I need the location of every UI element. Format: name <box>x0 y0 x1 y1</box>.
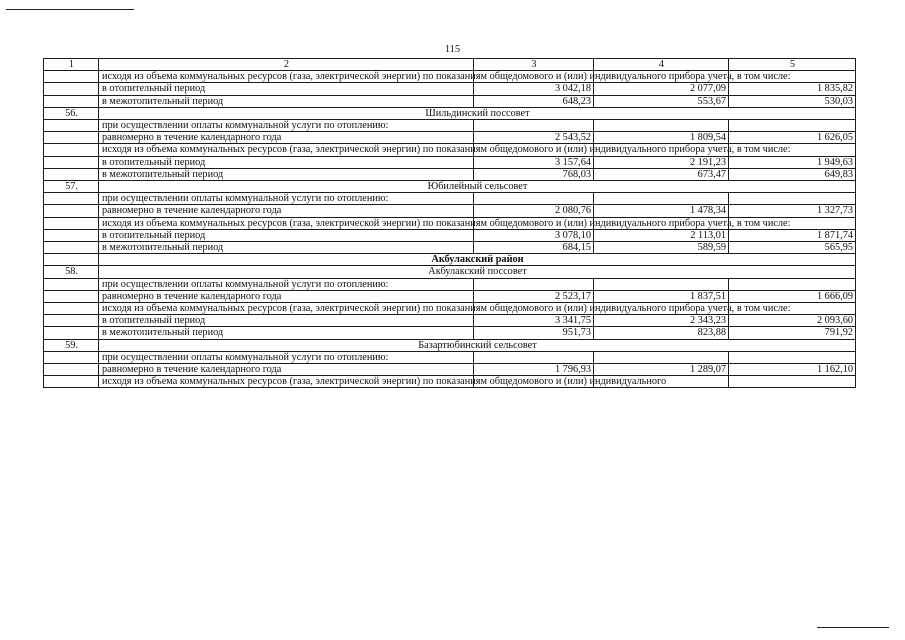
row-number-cell <box>44 351 99 363</box>
row-number-cell <box>44 315 99 327</box>
value-cell-col5: 1 835,82 <box>729 83 856 95</box>
description-cell: в межотопительный период <box>99 242 474 254</box>
value-cell-col3 <box>474 120 594 132</box>
description-cell: в межотопительный период <box>99 327 474 339</box>
table-row <box>44 364 856 376</box>
table-row <box>44 205 856 217</box>
municipality-name-cell: Акбулакский поссовет <box>99 266 856 278</box>
row-number-cell <box>44 205 99 217</box>
row-number-cell <box>44 376 99 388</box>
column-header-row <box>44 59 856 71</box>
description-cell: равномерно в течение календарного года <box>99 132 474 144</box>
value-cell-col4 <box>594 351 729 363</box>
row-number-cell <box>44 303 99 315</box>
row-number-cell <box>44 290 99 302</box>
value-cell-col3 <box>474 351 594 363</box>
value-cell-col3: 2 523,17 <box>474 290 594 302</box>
table-row <box>44 107 856 119</box>
tariff-table <box>43 58 856 388</box>
value-cell-col4: 553,67 <box>594 95 729 107</box>
value-cell-col5: 649,83 <box>729 168 856 180</box>
value-cell-col4 <box>594 120 729 132</box>
table-row <box>44 254 856 266</box>
value-cell-col3: 648,23 <box>474 95 594 107</box>
value-cell-col3: 2 543,52 <box>474 132 594 144</box>
table-row <box>44 315 856 327</box>
description-cell: при осуществлении оплаты коммунальной услуги по отоплению: <box>99 351 474 363</box>
description-cell: в отопительный период <box>99 83 474 95</box>
value-cell-col5: 1 327,73 <box>729 205 856 217</box>
table-row <box>44 120 856 132</box>
district-name-cell: Акбулакский район <box>99 254 856 266</box>
row-number-cell <box>44 71 99 83</box>
row-number-cell <box>44 278 99 290</box>
value-cell-col4: 1 478,34 <box>594 205 729 217</box>
row-number-cell <box>44 132 99 144</box>
value-cell-col3: 3 157,64 <box>474 156 594 168</box>
description-cell: исходя из объема коммунальных ресурсов (газа, электрической энергии) по показаниям общедомового и (или) индивидуального прибора учета, в том числе: <box>99 217 474 229</box>
table-row <box>44 376 856 388</box>
value-cell-col3 <box>474 278 594 290</box>
value-cell-col3: 3 042,18 <box>474 83 594 95</box>
description-cell: при осуществлении оплаты коммунальной услуги по отоплению: <box>99 193 474 205</box>
description-cell: при осуществлении оплаты коммунальной услуги по отоплению: <box>99 278 474 290</box>
value-cell-col3: 768,03 <box>474 168 594 180</box>
value-cell-col4: 823,88 <box>594 327 729 339</box>
value-cell-col5: 1 949,63 <box>729 156 856 168</box>
value-cell-col5 <box>729 193 856 205</box>
column-header: 4 <box>594 59 729 71</box>
value-cell-col4: 2 077,09 <box>594 83 729 95</box>
description-cell: в отопительный период <box>99 315 474 327</box>
value-cell-col3: 951,73 <box>474 327 594 339</box>
description-cell: в межотопительный период <box>99 168 474 180</box>
value-cell-col5: 1 162,10 <box>729 364 856 376</box>
value-cell-col4: 2 191,23 <box>594 156 729 168</box>
description-cell: исходя из объема коммунальных ресурсов (газа, электрической энергии) по показаниям общедомового и (или) индивидуального прибора учета, в том числе: <box>99 144 474 156</box>
value-cell-col5 <box>729 351 856 363</box>
description-cell: исходя из объема коммунальных ресурсов (газа, электрической энергии) по показаниям общедомового и (или) индивидуального <box>99 376 474 388</box>
bottom-rule <box>817 627 889 628</box>
table-row <box>44 351 856 363</box>
row-number-cell <box>44 156 99 168</box>
value-cell-col5: 2 093,60 <box>729 315 856 327</box>
row-number-cell <box>44 242 99 254</box>
column-header: 1 <box>44 59 99 71</box>
value-cell-col3: 684,15 <box>474 242 594 254</box>
value-cell-col4: 673,47 <box>594 168 729 180</box>
description-cell: исходя из объема коммунальных ресурсов (газа, электрической энергии) по показаниям общедомового и (или) индивидуального прибора учета, в том числе: <box>99 303 474 315</box>
value-cell-col5: 1 666,09 <box>729 290 856 302</box>
column-header: 5 <box>729 59 856 71</box>
value-cell-col3 <box>474 193 594 205</box>
table-row <box>44 242 856 254</box>
table-row <box>44 71 856 83</box>
row-number-cell <box>44 217 99 229</box>
value-cell-col5: 565,95 <box>729 242 856 254</box>
table-row <box>44 217 856 229</box>
value-cell-col3: 2 080,76 <box>474 205 594 217</box>
row-number-cell <box>44 144 99 156</box>
description-cell: в отопительный период <box>99 156 474 168</box>
value-cell-col4 <box>594 193 729 205</box>
table-row <box>44 327 856 339</box>
value-cell-col5 <box>729 376 856 388</box>
municipality-name-cell: Шильдинский поссовет <box>99 107 856 119</box>
value-cell-col5: 1 871,74 <box>729 229 856 241</box>
table-row <box>44 144 856 156</box>
table-row <box>44 95 856 107</box>
row-number-cell: 57. <box>44 181 99 193</box>
row-number-cell <box>44 168 99 180</box>
value-cell-col3: 1 796,93 <box>474 364 594 376</box>
value-cell-col4: 1 809,54 <box>594 132 729 144</box>
row-number-cell <box>44 327 99 339</box>
table-row <box>44 132 856 144</box>
value-cell-col5 <box>729 278 856 290</box>
row-number-cell <box>44 254 99 266</box>
column-header: 3 <box>474 59 594 71</box>
row-number-cell: 59. <box>44 339 99 351</box>
description-cell: равномерно в течение календарного года <box>99 205 474 217</box>
row-number-cell <box>44 364 99 376</box>
table-row <box>44 303 856 315</box>
description-cell: равномерно в течение календарного года <box>99 290 474 302</box>
description-cell: в межотопительный период <box>99 95 474 107</box>
value-cell-col4: 2 343,23 <box>594 315 729 327</box>
table-row <box>44 229 856 241</box>
table-row <box>44 278 856 290</box>
value-cell-col5: 1 626,05 <box>729 132 856 144</box>
value-cell-col4: 1 837,51 <box>594 290 729 302</box>
description-cell: в отопительный период <box>99 229 474 241</box>
value-cell-col3: 3 078,10 <box>474 229 594 241</box>
row-number-cell <box>44 193 99 205</box>
value-cell-col4: 2 113,01 <box>594 229 729 241</box>
row-number-cell: 56. <box>44 107 99 119</box>
row-number-cell <box>44 83 99 95</box>
value-cell-col5: 530,03 <box>729 95 856 107</box>
row-number-cell <box>44 229 99 241</box>
column-header: 2 <box>99 59 474 71</box>
municipality-name-cell: Юбилейный сельсовет <box>99 181 856 193</box>
table-row <box>44 193 856 205</box>
description-cell: при осуществлении оплаты коммунальной услуги по отоплению: <box>99 120 474 132</box>
value-cell-col5: 791,92 <box>729 327 856 339</box>
table-row <box>44 83 856 95</box>
table-row <box>44 266 856 278</box>
table-row <box>44 156 856 168</box>
table-row <box>44 181 856 193</box>
municipality-name-cell: Базартюбинский сельсовет <box>99 339 856 351</box>
value-cell-col4: 1 289,07 <box>594 364 729 376</box>
description-cell: равномерно в течение календарного года <box>99 364 474 376</box>
row-number-cell: 58. <box>44 266 99 278</box>
description-cell: исходя из объема коммунальных ресурсов (газа, электрической энергии) по показаниям общедомового и (или) индивидуального прибора учета, в том числе: <box>99 71 474 83</box>
value-cell-col4: 589,59 <box>594 242 729 254</box>
page-number: 115 <box>444 44 461 55</box>
row-number-cell <box>44 120 99 132</box>
table-row <box>44 339 856 351</box>
row-number-cell <box>44 95 99 107</box>
value-cell-col5 <box>729 120 856 132</box>
value-cell-col4 <box>594 278 729 290</box>
table-row <box>44 168 856 180</box>
value-cell-col3: 3 341,75 <box>474 315 594 327</box>
top-rule <box>6 9 134 10</box>
table-row <box>44 290 856 302</box>
